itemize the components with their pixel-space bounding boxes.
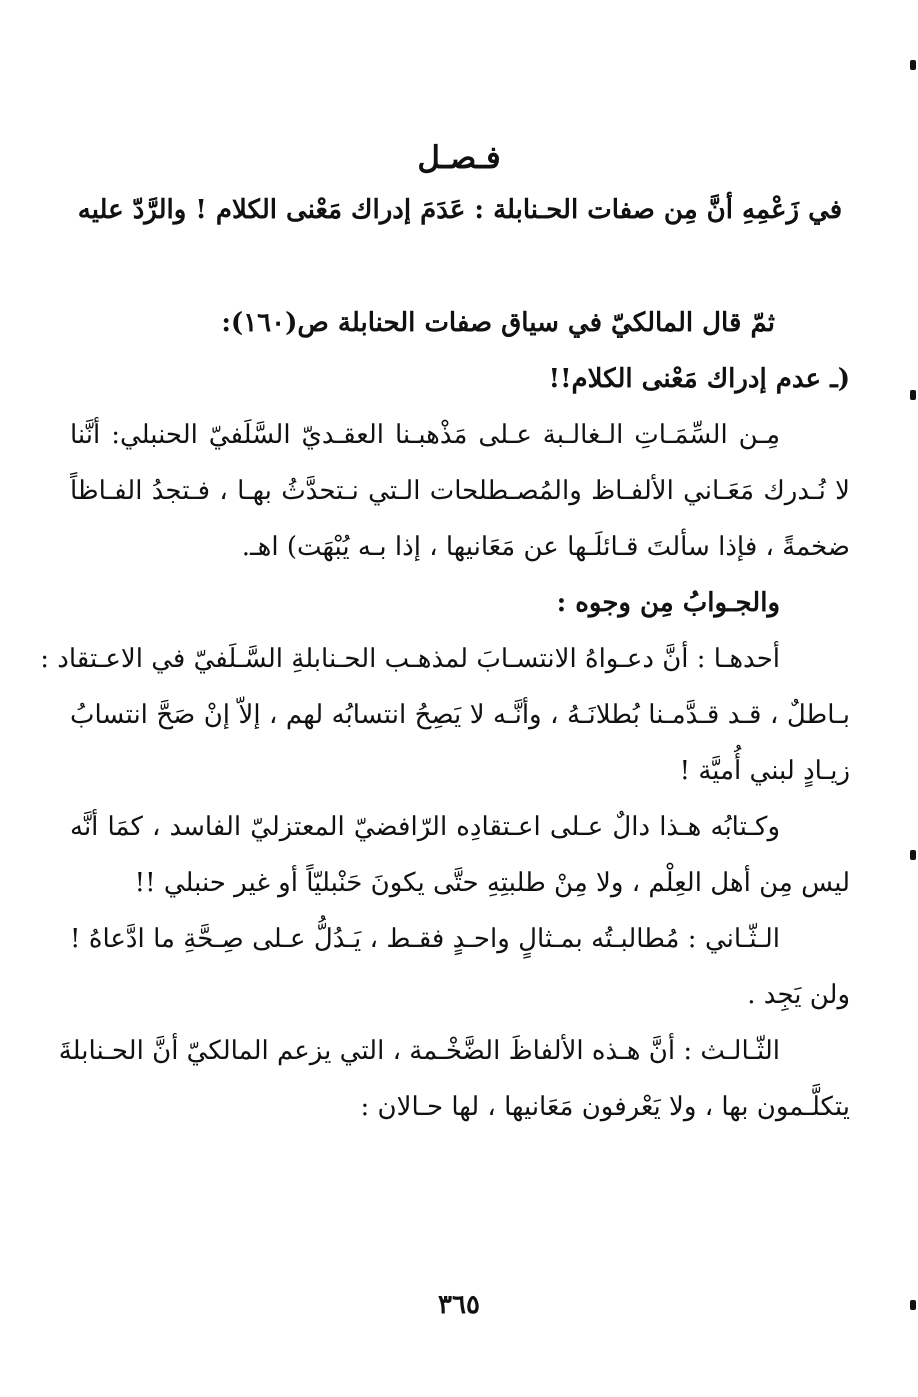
text-line: بـاطلٌ ، قـد قـدَّمـنا بُطلانَـهُ ، وأنَّـه لا يَصِحُ انتسابُه لهم ، إلاّ إنْ صَحَّ انتسابُ (70, 700, 850, 730)
text-line: يتكلَّـمون بها ، ولا يَعْرفون مَعَانيها ، لها حـالان : (360, 1092, 850, 1122)
page-number: ٣٦٥ (438, 1290, 480, 1320)
text-line: زيـادٍ لبني أُميَّة ! (679, 756, 850, 786)
text-line: ولن يَجِد . (747, 980, 850, 1010)
text-line: الـثّـاني : مُطالبـتُه بمـثالٍ واحـدٍ فقـط ، يَـدُلُّ عـلى صِـحَّةِ ما ادَّعاهُ ! (70, 924, 780, 954)
text-line: ثمّ قال المالكيّ في سياق صفات الحنابلة ص(١٦٠): (221, 308, 775, 338)
scan-margin-mark (910, 1300, 916, 1310)
text-line: مِـن السِّمَـاتِ الـغالـبة عـلى مَذْهبـنا العقـديّ السَّلَفيّ الحنبلي: أنَّنا (70, 420, 780, 450)
scan-margin-mark (910, 390, 916, 400)
text-line: ضخمةً ، فإذا سألتَ قـائلَـها عن مَعَانيها ، إذا بـه يُبْهَت) اهـ. (241, 532, 850, 562)
text-line: الثّـالـث : أنَّ هـذه الألفاظَ الضَّخْـمة ، التي يزعم المالكيّ أنَّ الحـنابلةَ (58, 1036, 780, 1066)
scan-margin-mark (910, 850, 916, 860)
scan-margin-mark (910, 60, 916, 70)
text-line: أحدهـا : أنَّ دعـواهُ الانتسـابَ لمذهـب الحـنابلةِ السَّـلَفيّ في الاعـتقاد : (40, 644, 780, 674)
text-line: ليس مِن أهل العِلْم ، ولا مِنْ طلبتِهِ حتَّى يكونَ حَنْبليّاً أو غير حنبلي !! (134, 868, 850, 898)
chapter-subtitle: في زَعْمِهِ أنَّ مِن صفات الحـنابلة : عَدَمَ إدراك مَعْنى الكلام ! والرَّدّ عليه (77, 195, 843, 225)
text-line: لا نُـدرك مَعَـاني الألفـاظ والمُصـطلحات الـتي نـتحدَّثُ بهـا ، فـتجدُ الفـاظاً (70, 476, 850, 506)
chapter-title: فـصـل (417, 140, 501, 176)
body-text (40, 295, 850, 1135)
text-line: وكـتابُه هـذا دالٌ عـلى اعـتقادِه الرّافضيّ المعتزليّ الفاسد ، كمَا أنَّه (70, 812, 780, 842)
text-line: (ـ عدم إدراك مَعْنى الكلام!! (548, 364, 850, 394)
text-line: والجـوابُ مِن وجوه : (556, 588, 780, 618)
